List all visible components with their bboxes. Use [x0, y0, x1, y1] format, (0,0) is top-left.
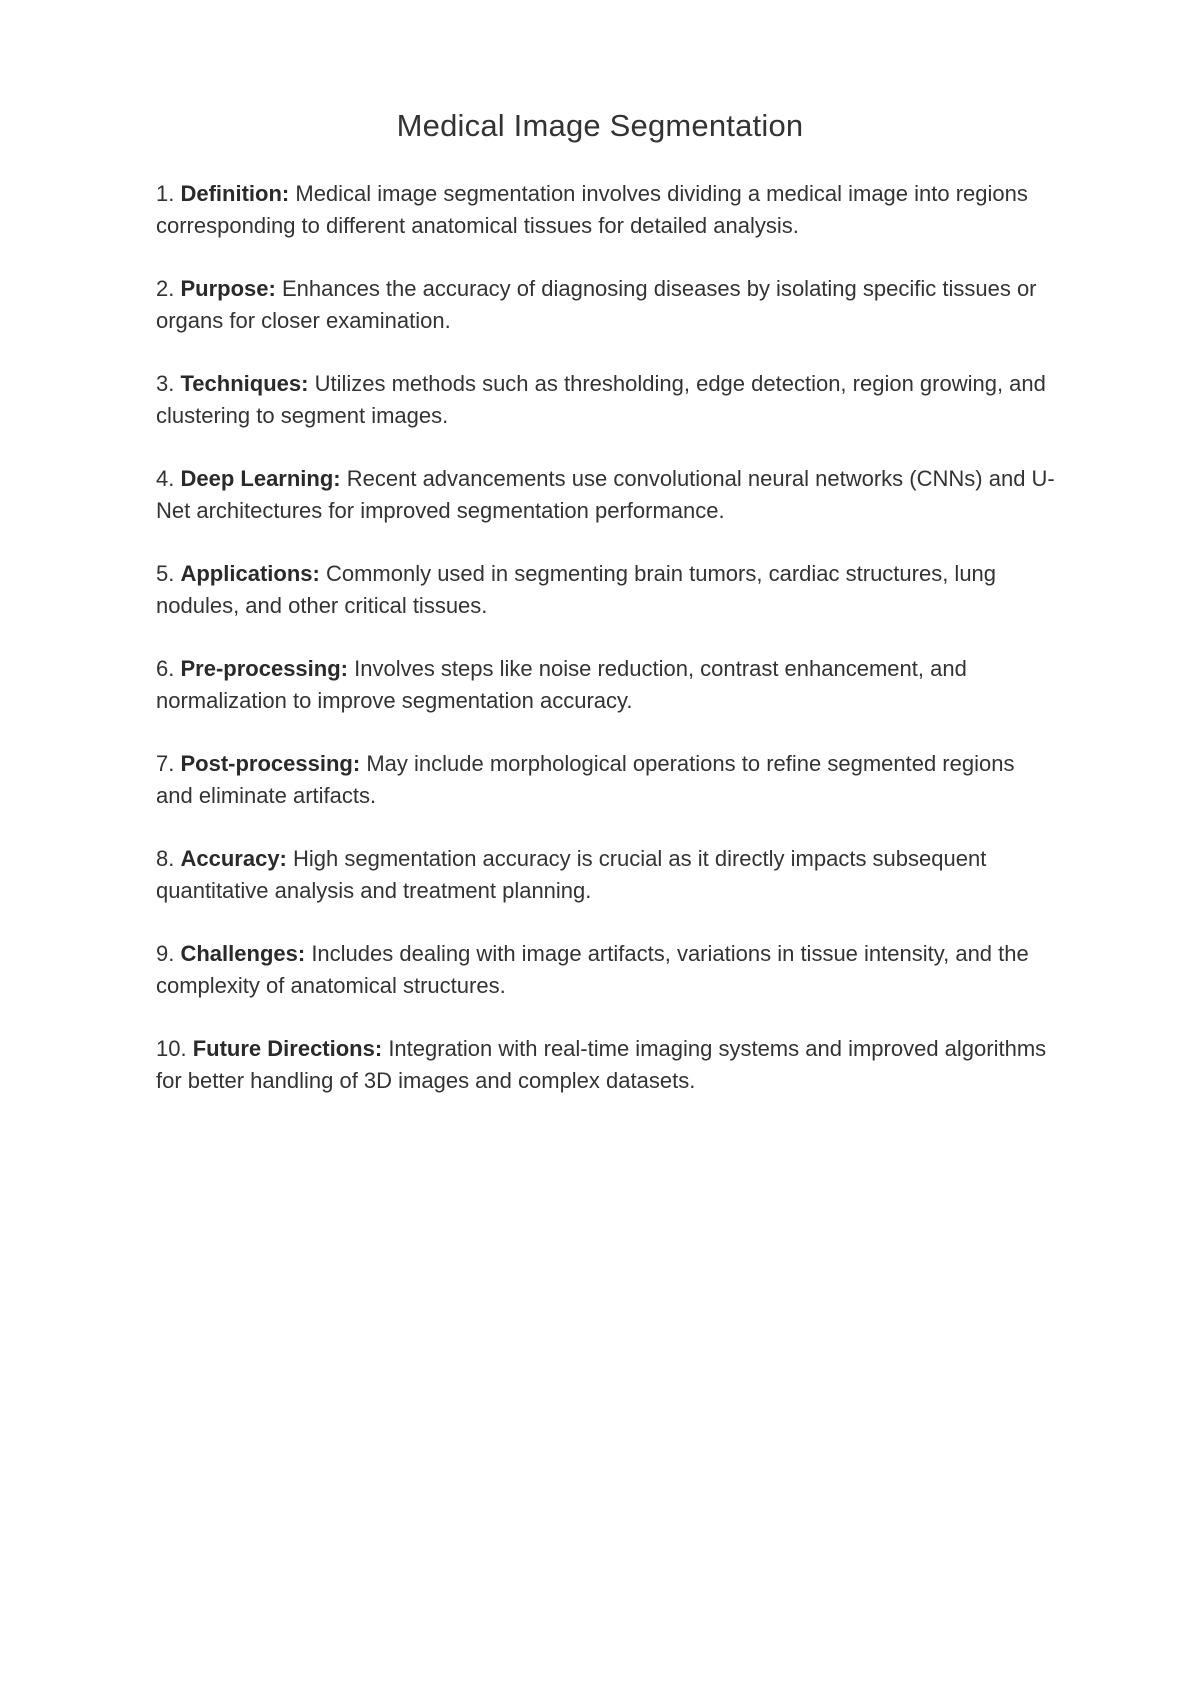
page-title: Medical Image Segmentation — [396, 108, 804, 143]
item-label: Pre-processing: — [180, 656, 348, 681]
item-label: Future Directions: — [192, 1036, 383, 1061]
numbered-list — [156, 178, 1056, 1128]
item-number: 6. — [156, 656, 175, 681]
list-item — [156, 748, 1056, 812]
item-text: May include morphological operations to refine segmented regions and eliminate artifacts. — [156, 751, 1015, 808]
list-item — [156, 938, 1056, 1002]
list-item — [156, 178, 1056, 242]
list-item — [156, 463, 1056, 527]
list-item — [156, 368, 1056, 432]
item-label: Techniques: — [180, 371, 309, 396]
item-number: 7. — [156, 751, 175, 776]
list-item — [156, 653, 1056, 717]
item-label: Accuracy: — [180, 846, 287, 871]
item-number: 8. — [156, 846, 175, 871]
item-label: Applications: — [180, 561, 320, 586]
item-label: Definition: — [180, 181, 290, 206]
item-number: 4. — [156, 466, 175, 491]
item-text: Includes dealing with image artifacts, variations in tissue intensity, and the complexity of anatomical structures. — [156, 941, 1029, 998]
list-item — [156, 273, 1056, 337]
item-label: Challenges: — [180, 941, 306, 966]
item-text: Involves steps like noise reduction, contrast enhancement, and normalization to improve segmentation accuracy. — [156, 656, 967, 713]
item-number: 3. — [156, 371, 175, 396]
item-text: Medical image segmentation involves dividing a medical image into regions corresponding to different anatomical tissues for detailed analysis. — [156, 181, 1028, 238]
item-text: Commonly used in segmenting brain tumors, cardiac structures, lung nodules, and other critical tissues. — [156, 561, 997, 618]
item-number: 10. — [156, 1036, 187, 1061]
item-label: Purpose: — [180, 276, 276, 301]
item-number: 9. — [156, 941, 175, 966]
list-item — [156, 843, 1056, 907]
item-text: Integration with real-time imaging systems and improved algorithms for better handling of 3D images and complex datasets. — [156, 1036, 1047, 1093]
item-text: Recent advancements use convolutional neural networks (CNNs) and U-Net architectures for improved segmentation performance. — [156, 466, 1055, 523]
item-label: Post-processing: — [180, 751, 361, 776]
list-item — [156, 1033, 1056, 1097]
item-text: Utilizes methods such as thresholding, edge detection, region growing, and clustering to segment images. — [156, 371, 1046, 428]
item-number: 5. — [156, 561, 175, 586]
item-text: Enhances the accuracy of diagnosing diseases by isolating specific tissues or organs for closer examination. — [156, 276, 1037, 333]
item-number: 1. — [156, 181, 175, 206]
item-label: Deep Learning: — [180, 466, 341, 491]
list-item — [156, 558, 1056, 622]
item-number: 2. — [156, 276, 175, 301]
item-text: High segmentation accuracy is crucial as it directly impacts subsequent quantitative analysis and treatment planning. — [156, 846, 987, 903]
